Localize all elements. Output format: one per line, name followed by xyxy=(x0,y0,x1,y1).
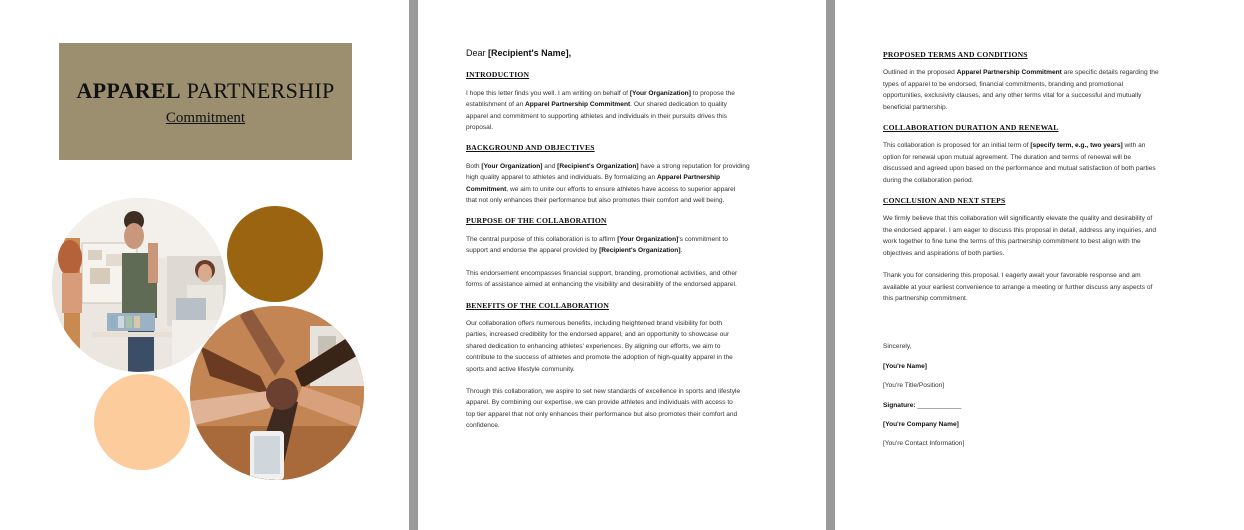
benefits-paragraph-2: Through this collaboration, we aspire to set new standards of excellence in sports and lifestyle apparel. By combining our expertise, we can provide athletes and individuals with access to top tier apparel that not only enhances their performance but also promotes their comfort and confidence. xyxy=(466,387,741,430)
title-banner xyxy=(59,43,352,160)
letter-page-1 xyxy=(418,0,826,530)
benefits-heading: BENEFITS OF THE COLLABORATION xyxy=(466,300,610,310)
terms-paragraph: Outlined in the proposed Apparel Partnership Commitment are specific details regarding the types of apparel to be endorsed, financial commitments, branding and promotional opportunities, exclusivity clauses, and any other terms vital for a successful and mutually beneficial partnership. xyxy=(883,69,1159,111)
duration-heading: COLLABORATION DURATION AND RENEWAL xyxy=(883,123,1059,133)
cover-title xyxy=(59,78,352,104)
closing: Sincerely, xyxy=(883,343,912,351)
background-heading: BACKGROUND AND OBJECTIVES xyxy=(466,143,595,153)
duration-paragraph: This collaboration is proposed for an initial term of [specify term, e.g., two years] with an option for renewal upon mutual agreement. The duration and terms of renewal will be discussed and agreed upon based on the performance and mutual satisfaction of both parties during the collaboration period. xyxy=(883,142,1156,184)
sender-title: [You're Title/Position] xyxy=(883,382,945,390)
background-paragraph: Both [Your Organization] and [Recipient's Organization] have a strong reputation for providing high quality apparel to athletes and individuals. By formalizing an Apparel Partnership Commitment, we aim to unite our efforts to ensure athletes have access to superior apparel that not only enhances their performance but also promotes their comfort and well being. xyxy=(466,162,750,205)
fist-bump-photo xyxy=(190,306,364,480)
signature-block xyxy=(883,341,1203,449)
cover-subtitle: Commitment xyxy=(165,110,246,126)
brown-circle xyxy=(227,206,323,302)
benefits-paragraph: Our collaboration offers numerous benefits, including heightened brand visibility for both parties, increased credibility for the endorsed apparel, and an opportunity to showcase our shared dedication to enhancing athletes' experiences. By aligning our efforts, we aim to contribute to the success of athletes and promote the adoption of high-quality apparel in the sports and active lifestyle community. xyxy=(466,319,733,373)
recipient-name: [Recipient's Name], xyxy=(488,48,572,58)
terms-heading: PROPOSED TERMS AND CONDITIONS xyxy=(883,50,1028,59)
peach-circle xyxy=(94,374,190,470)
company-name: [You're Company Name] xyxy=(883,420,959,428)
purpose-paragraph-2: This endorsement encompasses financial support, branding, promotional activities, and other forms of assistance aimed at enhancing the visibility and desirability of the endorsed apparel. xyxy=(466,269,738,289)
cover-page xyxy=(0,0,409,530)
title-bold: APPAREL xyxy=(76,78,181,103)
intro-paragraph: I hope this letter finds you well. I am writing on behalf of [Your Organization] to propose the establishment of an Apparel Partnership Commitment. Our shared dedication to quality apparel and commitment to supporting athletes and individuals in their pursuits drives this proposal. xyxy=(466,89,735,132)
conclusion-heading: CONCLUSION AND NEXT STEPS xyxy=(883,196,1006,206)
team-workshop-photo xyxy=(52,198,226,372)
signature-line: Signature: ____________ xyxy=(883,401,962,409)
purpose-paragraph: The central purpose of this collaboration is to affirm [Your Organization]'s commitment to support and endorse the apparel provided by [Recipient's Organization]. xyxy=(466,235,728,255)
contact-info: [You're Contact Information] xyxy=(883,440,965,448)
letter-body-1 xyxy=(466,48,786,432)
letter-page-2 xyxy=(835,0,1244,530)
intro-heading: INTRODUCTION xyxy=(466,70,530,80)
title-light: PARTNERSHIP xyxy=(186,78,335,103)
thanks-paragraph: Thank you for considering this proposal. I eagerly await your favorable response and am available at your earliest convenience to arrange a meeting or further discuss any aspects of this partnership commitment. xyxy=(883,272,1153,302)
purpose-heading: PURPOSE OF THE COLLABORATION xyxy=(466,216,607,226)
greeting: Dear [Recipient's Name], xyxy=(466,48,572,58)
conclusion-paragraph: We firmly believe that this collaboration will significantly elevate the quality and desirability of the endorsed apparel. I am eager to discuss this proposal in detail, address any inquiries, and work together to fine tune the terms of this partnership commitment to best align with the objectives and aspirations of both parties. xyxy=(883,215,1157,257)
sender-name: [You're Name] xyxy=(883,362,927,370)
letter-body-2 xyxy=(883,49,1203,450)
